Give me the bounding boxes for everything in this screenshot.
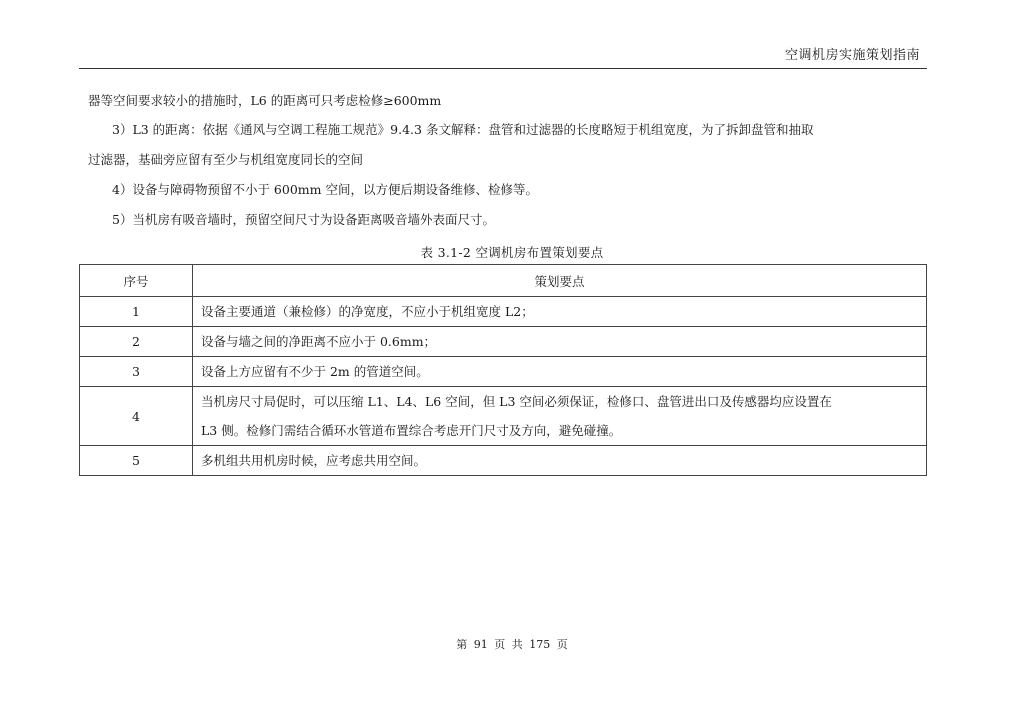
row-number: 3 [80,357,193,387]
header-rule [79,68,927,69]
row-content: 多机组共用机房时候，应考虑共用空间。 [193,446,927,476]
header-cell-points: 策划要点 [193,265,927,297]
row-number: 1 [80,297,193,327]
row-content [193,387,927,446]
running-header-title: 空调机房实施策划指南 [784,48,920,63]
planning-points-table [79,264,927,476]
table-row [80,297,927,327]
row-number: 2 [80,327,193,357]
row-content: 设备主要通道（兼检修）的净宽度，不应小于机组宽度 L2； [193,297,927,327]
row-content-line2: L3 侧。检修门需结合循环水管道布置综合考虑开门尺寸及方向，避免碰撞。 [201,423,622,438]
table-row [80,327,927,357]
paragraph-item-4: 4）设备与障碍物预留不小于 600mm 空间，以方便后期设备维修、检修等。 [112,182,538,197]
row-number: 5 [80,446,193,476]
header-cell-number: 序号 [80,265,193,297]
table-header-row [80,265,927,297]
table-row [80,387,927,446]
row-content-line1: 当机房尺寸局促时，可以压缩 L1、L4、L6 空间，但 L3 空间必须保证，检修口、盘管进出口及传感器均应设置在 [201,394,832,409]
row-content: 设备与墙之间的净距离不应小于 0.6mm； [193,327,927,357]
table-caption: 表 3.1-2 空调机房布置策划要点 [420,245,604,260]
paragraph-item-3-line1: 3）L3 的距离：依据《通风与空调工程施工规范》9.4.3 条文解释：盘管和过滤器的长度略短于机组宽度，为了拆卸盘管和抽取 [112,122,814,137]
row-content: 设备上方应留有不少于 2m 的管道空间。 [193,357,927,387]
paragraph-continuation: 器等空间要求较小的措施时，L6 的距离可只考虑检修≥600mm [88,93,442,108]
paragraph-item-3-line2: 过滤器，基础旁应留有至少与机组宽度同长的空间 [88,152,364,167]
row-number: 4 [80,387,193,446]
table-row [80,446,927,476]
paragraph-item-5: 5）当机房有吸音墙时，预留空间尺寸为设备距离吸音墙外表面尺寸。 [112,212,495,227]
page-number-footer: 第 91 页 共 175 页 [456,638,568,651]
table-row [80,357,927,387]
